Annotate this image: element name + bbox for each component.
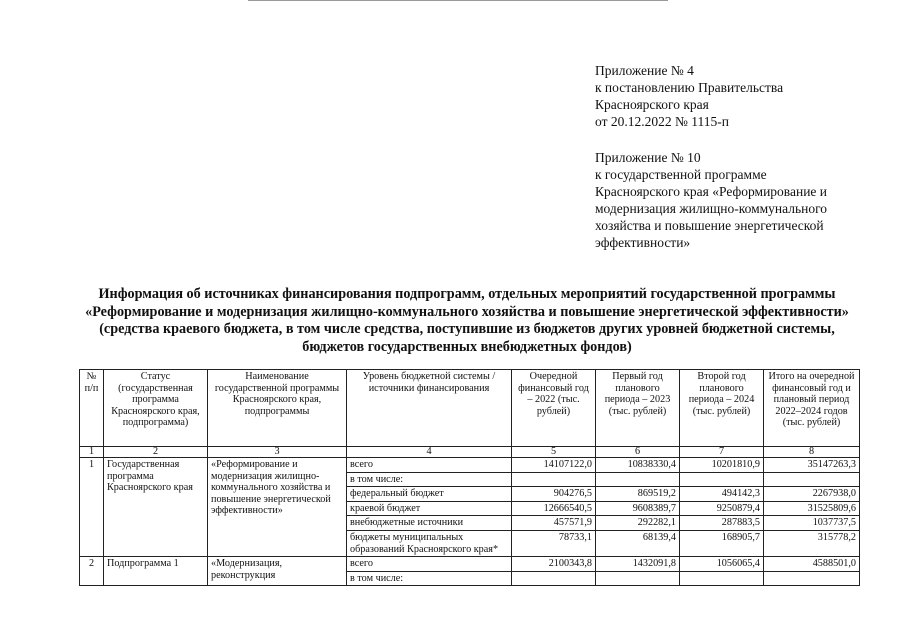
column-header: Итого на очередной финансовый год и плановый период 2022–2024 годов (тыс. рублей): [764, 370, 860, 447]
value-2023: [596, 571, 680, 586]
title-line: «Реформирование и модернизация жилищно-коммунального хозяйства и повышение энергетической эффективности»: [85, 303, 849, 320]
appendix-line: Приложение № 4: [595, 63, 694, 78]
appendix-line: эффективности»: [595, 235, 691, 250]
value-2023: 869519,2: [596, 487, 680, 502]
value-total: 2267938,0: [764, 487, 860, 502]
table-row: [80, 557, 860, 572]
value-2023: [596, 472, 680, 487]
value-2024: [680, 472, 764, 487]
column-header: Первый год планового периода – 2023 (тыс. рублей): [596, 370, 680, 447]
value-total: [764, 472, 860, 487]
value-2022: [512, 472, 596, 487]
value-2023: 9608389,7: [596, 501, 680, 516]
value-2023: 68139,4: [596, 530, 680, 556]
column-number: 6: [596, 447, 680, 458]
value-2022: 78733,1: [512, 530, 596, 556]
value-2024: 168905,7: [680, 530, 764, 556]
financing-table: [79, 369, 860, 586]
column-header: Очередной финансовый год – 2022 (тыс. рублей): [512, 370, 596, 447]
column-header: № п/п: [80, 370, 104, 447]
value-2024: 10201810,9: [680, 458, 764, 473]
header-row: [80, 370, 860, 447]
title-line: (средства краевого бюджета, в том числе средства, поступившие из бюджетов других уровней бюджетной системы,: [99, 321, 835, 338]
appendix-line: Красноярского края: [595, 97, 709, 112]
value-2022: 12666540,5: [512, 501, 596, 516]
column-header: Наименование государственной программы Красноярского края, подпрограммы: [208, 370, 347, 447]
value-total: [764, 571, 860, 586]
column-header: Статус (государственная программа Красноярского края, подпрограмма): [104, 370, 208, 447]
source-cell: федеральный бюджет: [347, 487, 512, 502]
value-total: 31525809,6: [764, 501, 860, 516]
status-cell: Государственная программа Красноярского края: [104, 458, 208, 557]
source-cell: в том числе:: [347, 571, 512, 586]
table-row: [80, 458, 860, 473]
column-number: 1: [80, 447, 104, 458]
status-cell: Подпрограмма 1: [104, 557, 208, 586]
program-name-cell: «Модернизация, реконструкция: [208, 557, 347, 586]
appendix-line: Приложение № 10: [595, 150, 701, 165]
appendix-line: хозяйства и повышение энергетической: [595, 218, 824, 233]
program-name-cell: «Реформирование и модернизация жилищно-коммунального хозяйства и повышение энергетической эффективности»: [208, 458, 347, 557]
column-number: 5: [512, 447, 596, 458]
value-2024: 9250879,4: [680, 501, 764, 516]
column-number: 4: [347, 447, 512, 458]
column-number: 8: [764, 447, 860, 458]
value-2022: 457571,9: [512, 516, 596, 531]
title-line: Информация об источниках финансирования подпрограмм, отдельных мероприятий государственной программы: [98, 286, 836, 302]
column-header: Уровень бюджетной системы / источники финансирования: [347, 370, 512, 447]
appendix-line: Красноярского края «Реформирование и: [595, 184, 828, 199]
value-2023: 292282,1: [596, 516, 680, 531]
source-cell: в том числе:: [347, 472, 512, 487]
appendix-line: к государственной программе: [595, 167, 767, 182]
appendix-line: модернизация жилищно-коммунального: [595, 201, 828, 216]
value-total: 315778,2: [764, 530, 860, 556]
value-2023: 1432091,8: [596, 557, 680, 572]
source-cell: всего: [347, 458, 512, 473]
appendix-line: от 20.12.2022 № 1115-п: [595, 114, 729, 129]
appendix-10-header: [595, 149, 827, 251]
source-cell: бюджеты муниципальных образований Красноярского края*: [347, 530, 512, 556]
value-2024: 287883,5: [680, 516, 764, 531]
value-total: 1037737,5: [764, 516, 860, 531]
value-2022: 14107122,0: [512, 458, 596, 473]
appendix-line: к постановлению Правительства: [595, 80, 784, 95]
title-line: бюджетов государственных внебюджетных фондов): [302, 338, 632, 355]
source-cell: внебюджетные источники: [347, 516, 512, 531]
top-edge-line: [248, 0, 668, 1]
column-header: Второй год планового периода – 2024 (тыс. рублей): [680, 370, 764, 447]
row-number: 2: [80, 557, 104, 586]
value-total: 4588501,0: [764, 557, 860, 572]
value-total: 35147263,3: [764, 458, 860, 473]
column-number: 2: [104, 447, 208, 458]
value-2022: [512, 571, 596, 586]
column-number: 3: [208, 447, 347, 458]
value-2022: 904276,5: [512, 487, 596, 502]
value-2022: 2100343,8: [512, 557, 596, 572]
row-number: 1: [80, 458, 104, 557]
appendix-4-header: [595, 62, 783, 130]
column-number: 7: [680, 447, 764, 458]
value-2024: [680, 571, 764, 586]
source-cell: краевой бюджет: [347, 501, 512, 516]
document-title: [40, 286, 894, 356]
source-cell: всего: [347, 557, 512, 572]
column-number-row: [80, 447, 860, 458]
value-2023: 10838330,4: [596, 458, 680, 473]
value-2024: 1056065,4: [680, 557, 764, 572]
value-2024: 494142,3: [680, 487, 764, 502]
